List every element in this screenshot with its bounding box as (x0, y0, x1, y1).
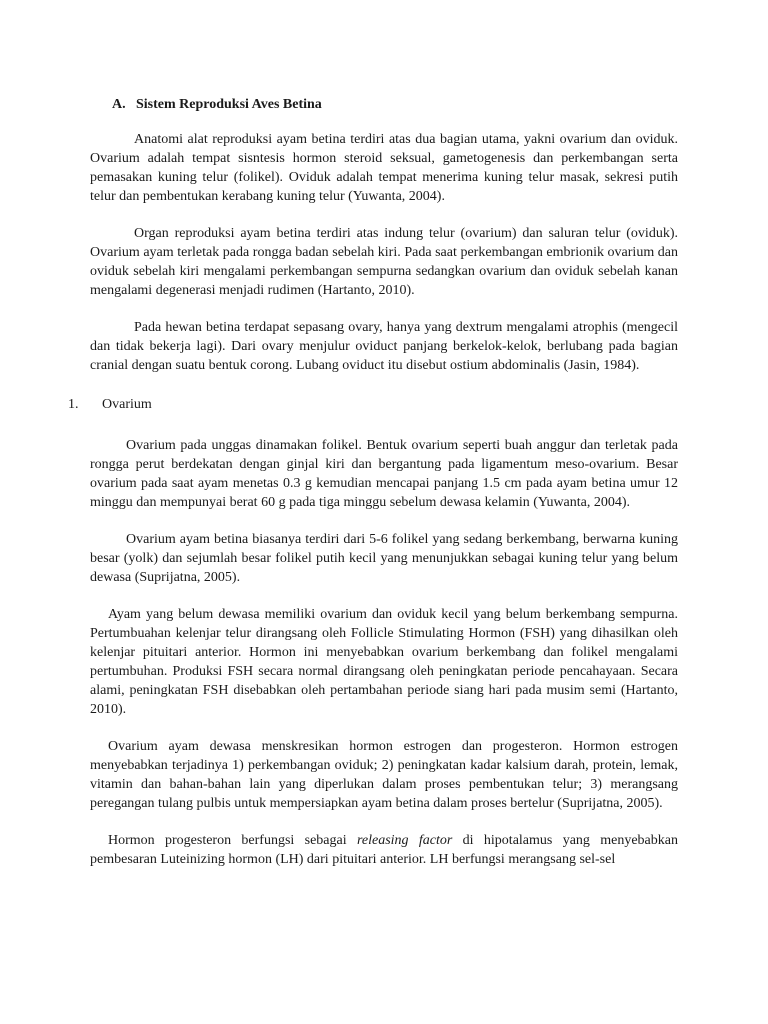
paragraph-ayam-belum-dewasa: Ayam yang belum dewasa memiliki ovarium dan oviduk kecil yang belum berkembang sempurna. Pertumbuahan kelenjar telur dirangsang oleh Follicle Stimulating Hormon (FSH) yang dihasilkan oleh kelenjar pituitari anterior. Hormon ini menyebabkan ovarium berkembang dan folikel mengalami pertumbuhan. Produksi FSH secara normal dirangsang oleh peningkatan periode pencahayaan. Secara alami, peningkatan FSH disebabkan oleh pertambahan periode siang hari pada musim semi (Hartanto, 2010). (90, 607, 678, 717)
paragraph-progesteron (90, 831, 678, 869)
section-heading (112, 95, 678, 115)
paragraph-anatomi: Anatomi alat reproduksi ayam betina terdiri atas dua bagian utama, yakni ovarium dan oviduk. Ovarium adalah tempat sisntesis hormon steroid seksual, gametogenesis dan perkembangan serta pemasakan kuning telur (folikel). Oviduk adalah tempat menerima kuning telur masak, sekresi putih telur dan pembentukan kerabang kuning telur (Yuwanta, 2004). (90, 132, 678, 204)
paragraph-organ: Organ reproduksi ayam betina terdiri atas indung telur (ovarium) dan saluran telur (oviduk). Ovarium ayam terletak pada rongga badan sebelah kiri. Pada saat perkembangan embrionik ovarium dan oviduk sebelah kiri mengalami perkembangan sempurna sedangkan ovarium dan oviduk sebelah kanan mengalami degenerasi menjadi rudimen (Hartanto, 2010). (90, 226, 678, 298)
subsection-heading (68, 395, 678, 414)
subsection-title: Ovarium (102, 397, 152, 412)
paragraph-ovarium-folikel: Ovarium pada unggas dinamakan folikel. Bentuk ovarium seperti buah anggur dan terletak pada rongga perut berdekatan dengan ginjal kiri dan bergantung pada ligamentum meso-ovarium. Besar ovarium pada saat ayam menetas 0.3 g kemudian mencapai panjang 1.5 cm pada ayam betina umur 12 minggu dan mempunyai berat 60 g pada tiga minggu sebelum dewasa kelamin (Yuwanta, 2004). (90, 438, 678, 510)
progesteron-text-after: di hipotalamus yang menyebabkan pembesaran Luteinizing hormon (LH) dari pituitari anterior. LH berfungsi merangsang sel-sel (90, 833, 678, 867)
paragraph-ovarium-komposisi: Ovarium ayam betina biasanya terdiri dari 5-6 folikel yang sedang berkembang, berwarna kuning besar (yolk) dan sejumlah besar folikel putih kecil yang menunjukkan sebagai kuning telur yang belum dewasa (Suprijatna, 2005). (90, 532, 678, 585)
releasing-factor-term: releasing factor (356, 833, 453, 848)
section-number: A. (112, 97, 126, 112)
progesteron-text-before: Hormon progesteron berfungsi sebagai (108, 833, 357, 848)
section-title: Sistem Reproduksi Aves Betina (136, 97, 322, 112)
subsection-number: 1. (68, 397, 79, 412)
document-page (68, 88, 678, 1024)
paragraph-hewan-betina: Pada hewan betina terdapat sepasang ovary, hanya yang dextrum mengalami atrophis (mengecil dan tidak bekerja lagi). Dari ovary menjulur oviduct panjang berkelok-kelok, berlubang pada bagian cranial dengan suatu bentuk corong. Lubang oviduct itu disebut ostium abdominalis (Jasin, 1984). (90, 320, 678, 373)
paragraph-ayam-dewasa: Ovarium ayam dewasa menskresikan hormon estrogen dan progesteron. Hormon estrogen menyebabkan terjadinya 1) perkembangan oviduk; 2) peningkatan kadar kalsium darah, protein, lemak, vitamin dan bahan-bahan lain yang diperlukan dalam proses pembentukan telur; 3) merangsang peregangan tulang pulbis untuk mempersiapkan ayam betina dalam proses bertelur (Suprijatna, 2005). (90, 739, 678, 811)
